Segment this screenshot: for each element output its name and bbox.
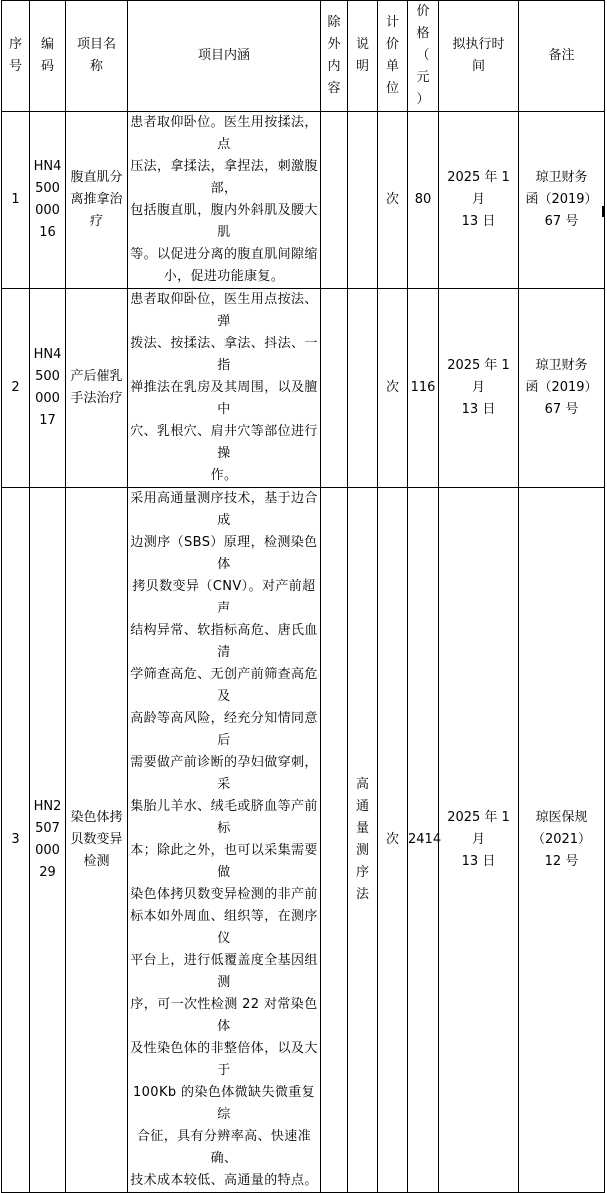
text-line: 染色体拷 [70, 810, 123, 825]
row-remark [519, 488, 605, 1193]
header-seq [2, 1, 30, 112]
text-line: 压法，拿揉法，拿捏法，刺激腹部， [130, 159, 318, 196]
text-line: 间 [471, 59, 485, 74]
text-line: 函（2019） [525, 380, 598, 395]
table-row [2, 289, 605, 488]
text-line: 29 [39, 865, 56, 880]
text-line: 序 [355, 865, 369, 880]
text-line: 13 日 [461, 214, 496, 229]
text-line: 容 [327, 81, 341, 96]
price-table [1, 0, 605, 1193]
text-line: 元 [416, 70, 430, 85]
text-line: 单 [385, 59, 399, 74]
text-line: 000 [35, 843, 60, 858]
table-row [2, 112, 605, 289]
text-line: （ [416, 48, 430, 63]
header-note [348, 1, 378, 112]
text-line: 67 号 [544, 402, 579, 417]
row-unit: 次 [378, 289, 408, 488]
text-line: 号 [8, 59, 22, 74]
text-line: 合征，具有分辨率高、快速准确、 [136, 1129, 312, 1166]
text-line: 小，促进功能康复。 [163, 269, 285, 284]
text-line: 结构异常、软指标高危、唐氏血清 [130, 623, 318, 660]
header-content [128, 1, 321, 112]
row-content [128, 488, 321, 1193]
row-name [66, 112, 128, 289]
text-line: 及性染色体的非整倍体，以及大于 [130, 1041, 318, 1078]
row-code [30, 289, 66, 488]
row-content [128, 112, 321, 289]
text-line: 价 [416, 4, 430, 19]
edge-cursor-mark [602, 206, 604, 217]
text-line: 除 [327, 15, 341, 30]
row-note [348, 289, 378, 488]
text-line: 贝数变异 [70, 832, 123, 847]
row-note [348, 112, 378, 289]
text-line: 位 [385, 81, 399, 96]
text-line: 备注 [548, 48, 575, 63]
text-line: 函（2019） [525, 192, 598, 207]
row-seq: 3 [2, 488, 30, 1193]
row-price: 2414 [408, 488, 439, 1193]
text-line: 计 [385, 15, 399, 30]
text-line: 13 日 [461, 854, 496, 869]
text-line: 100Kb 的染色体微缺失微重复综 [132, 1085, 316, 1122]
text-line: HN4 [33, 347, 62, 362]
header-code [30, 1, 66, 112]
row-excluded [321, 112, 348, 289]
header-unit [378, 1, 408, 112]
row-unit: 次 [378, 488, 408, 1193]
row-seq: 1 [2, 112, 30, 289]
header-name [66, 1, 128, 112]
text-line: 患者取仰卧位。医生用按揉法，点 [130, 115, 318, 152]
text-line: 码 [40, 59, 54, 74]
text-line: 法 [355, 887, 369, 902]
text-line: 拟执行时 [452, 37, 505, 52]
text-line: 序 [8, 37, 22, 52]
text-line: 编 [40, 37, 54, 52]
row-code [30, 488, 66, 1193]
row-price: 116 [408, 289, 439, 488]
row-price: 80 [408, 112, 439, 289]
text-line: 琼医保规 [535, 810, 588, 825]
text-line: 产后催乳 [70, 369, 123, 384]
text-line: 507 [35, 821, 60, 836]
header-row [2, 1, 605, 112]
row-excluded [321, 289, 348, 488]
text-line: 000 [35, 391, 60, 406]
row-remark [519, 112, 605, 289]
row-remark [519, 289, 605, 488]
text-line: 2025 年 1 月 [447, 170, 510, 207]
text-line: ） [416, 92, 430, 107]
text-line: （2021） [531, 832, 592, 847]
row-date [439, 289, 519, 488]
text-line: 12 号 [544, 854, 579, 869]
text-line: 项目内涵 [197, 48, 250, 63]
text-line: 500 [35, 369, 60, 384]
text-line: 染色体拷贝数变异检测的非产前 [130, 887, 318, 902]
text-line: 17 [39, 413, 56, 428]
text-line: 13 日 [461, 402, 496, 417]
text-line: 67 号 [544, 214, 579, 229]
text-line: 格 [416, 26, 430, 41]
text-line: 测 [355, 843, 369, 858]
text-line: 检测 [83, 854, 110, 869]
text-line: 本；除此之外，也可以采集需要做 [130, 843, 318, 880]
row-date [439, 112, 519, 289]
row-name [66, 488, 128, 1193]
text-line: 拷贝数变异（CNV）。对产前超声 [132, 579, 316, 616]
text-line: 量 [355, 821, 369, 836]
text-line: HN2 [33, 799, 62, 814]
text-line: 禅推法在乳房及其周围，以及膻中 [130, 380, 318, 417]
text-line: 序，可一次性检测 22 对常染色体 [130, 997, 318, 1034]
text-line: 高 [355, 777, 369, 792]
text-line: 疗 [89, 214, 103, 229]
text-line: 边测序（SBS）原理，检测染色体 [130, 535, 318, 572]
header-date [439, 1, 519, 112]
text-line: 拨法、按揉法、拿法、抖法、一指 [130, 336, 318, 373]
text-line: 腹直肌分 [70, 170, 123, 185]
text-line: 通 [355, 799, 369, 814]
row-excluded [321, 488, 348, 1193]
text-line: 000 [35, 203, 60, 218]
text-line: 技术成本较低、高通量的特点。 [130, 1173, 318, 1188]
text-line: 琼卫财务 [535, 170, 588, 185]
text-line: 高龄等高风险，经充分知情同意后 [130, 711, 318, 748]
text-line: 学筛查高危、无创产前筛查高危及 [130, 667, 318, 704]
text-line: 采用高通量测序技术，基于边合成 [130, 491, 318, 528]
text-line: 明 [355, 59, 369, 74]
text-line: HN4 [33, 159, 62, 174]
text-line: 集胎儿羊水、绒毛或脐血等产前标 [130, 799, 318, 836]
text-line: 手法治疗 [70, 391, 123, 406]
row-note [348, 488, 378, 1193]
table-row [2, 488, 605, 1193]
text-line: 项目名 [76, 37, 116, 52]
header-price [408, 1, 439, 112]
row-seq: 2 [2, 289, 30, 488]
text-line: 内 [327, 59, 341, 74]
text-line: 琼卫财务 [535, 358, 588, 373]
row-code [30, 112, 66, 289]
text-line: 2025 年 1 月 [447, 810, 510, 847]
text-line: 外 [327, 37, 341, 52]
row-content [128, 289, 321, 488]
row-date [439, 488, 519, 1193]
text-line: 作。 [210, 468, 238, 483]
row-unit: 次 [378, 112, 408, 289]
text-line: 患者取仰卧位，医生用点按法、弹 [130, 292, 318, 329]
text-line: 等。以促进分离的腹直肌间隙缩 [130, 247, 318, 262]
text-line: 离推拿治 [70, 192, 123, 207]
header-excluded [321, 1, 348, 112]
text-line: 500 [35, 181, 60, 196]
text-line: 标本如外周血、组织等，在测序仪 [130, 909, 318, 946]
text-line: 价 [385, 37, 399, 52]
row-name [66, 289, 128, 488]
text-line: 说 [355, 37, 369, 52]
text-line: 2025 年 1 月 [447, 358, 510, 395]
text-line: 穴、乳根穴、肩井穴等部位进行操 [130, 424, 318, 461]
text-line: 16 [39, 225, 56, 240]
header-remark [519, 1, 605, 112]
text-line: 称 [89, 59, 103, 74]
text-line: 需要做产前诊断的孕妇做穿刺，采 [130, 755, 318, 792]
text-line: 包括腹直肌，腹内外斜肌及腰大肌 [130, 203, 318, 240]
text-line: 平台上，进行低覆盖度全基因组测 [130, 953, 318, 990]
